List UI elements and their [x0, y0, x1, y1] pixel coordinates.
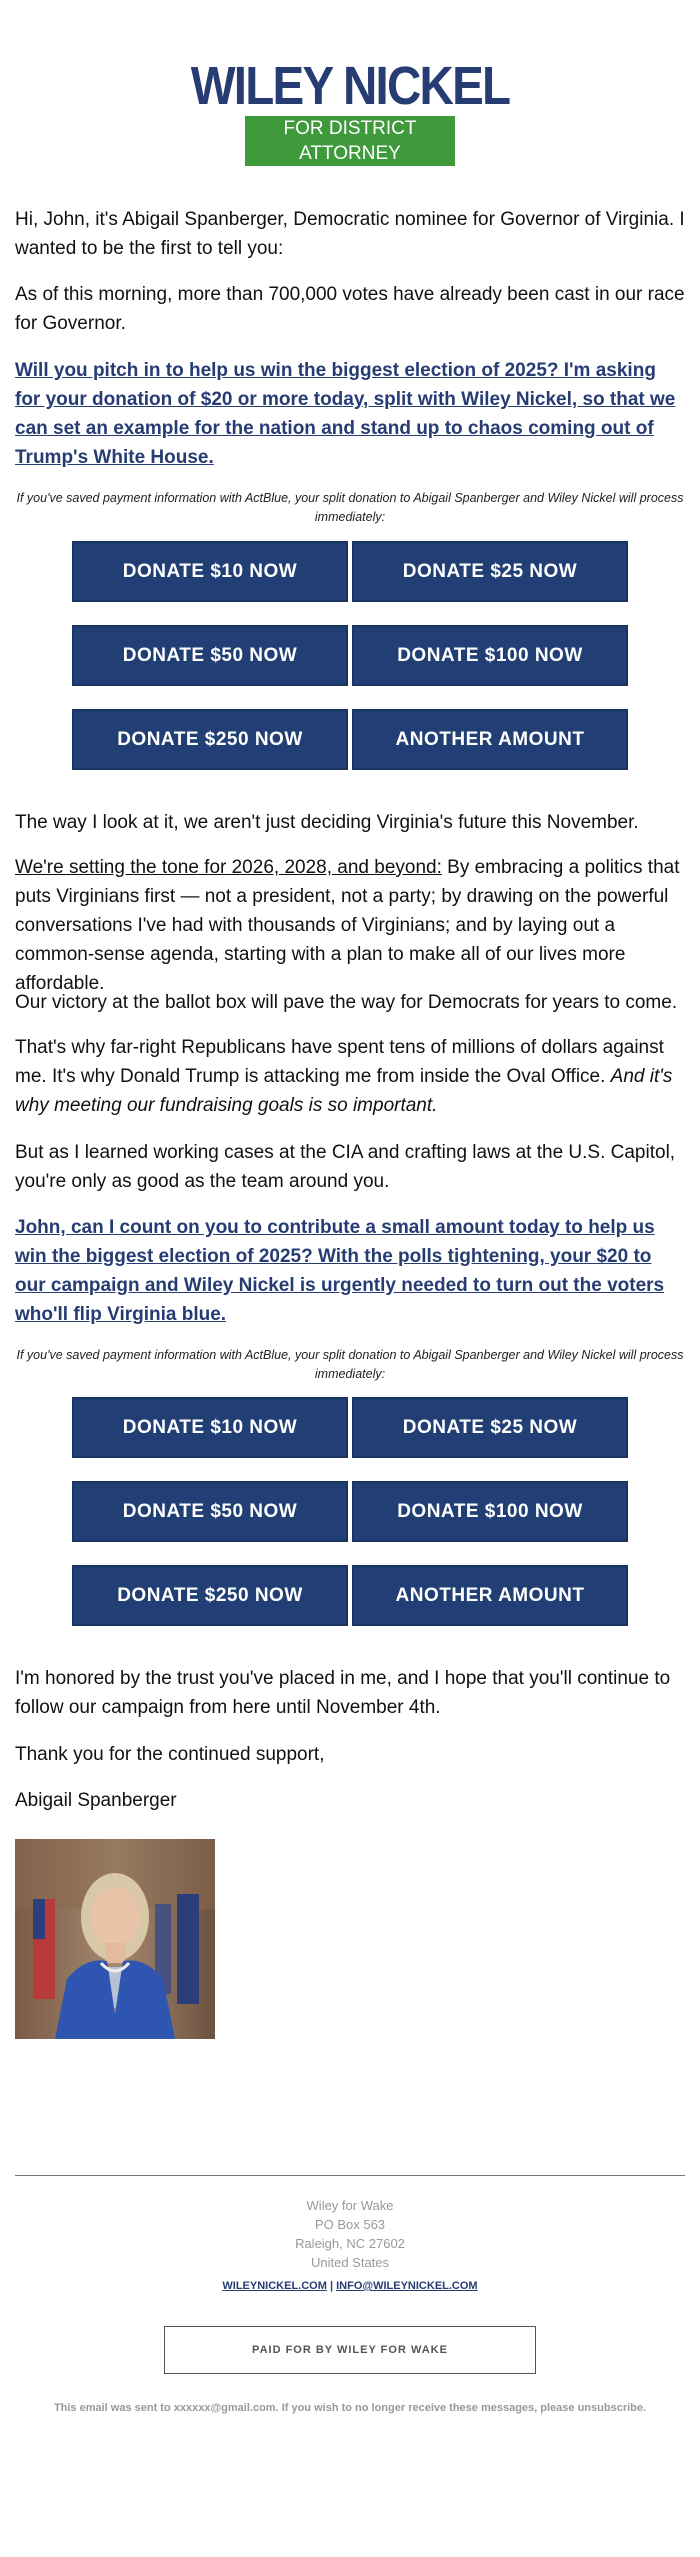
donate-50-button[interactable]: DONATE $50 NOW — [72, 625, 348, 686]
unsubscribe-note[interactable]: This email was sent to xxxxxx@gmail.com. If you wish to no longer receive these messages, please unsubscribe. — [53, 2402, 647, 2414]
tone-underlined-text: We're setting the tone for 2026, 2028, and beyond: — [15, 857, 442, 878]
middle-paragraph-1: The way I look at it, we aren't just deciding Virginia's future this November. — [15, 812, 639, 833]
middle-paragraph-4 — [15, 1033, 685, 1120]
campaign-logo — [0, 56, 700, 166]
donation-ask-link-2[interactable]: John, can I count on you to contribute a small amount today to help us win the biggest election of 2025? With the polls tightening, your $20 to our campaign and Wiley Nickel is urgently needed to turn out the voters who'll flip Virginia blue. — [15, 1217, 665, 1325]
donate-250-button[interactable]: DONATE $250 NOW — [72, 709, 348, 770]
email-link[interactable]: INFO@WILEYNICKEL.COM — [336, 2280, 478, 2292]
donate-10-button[interactable]: DONATE $10 NOW — [72, 1397, 348, 1458]
closing-paragraph-2: Thank you for the continued support, — [15, 1744, 325, 1765]
actblue-note-1: If you've saved payment information with ActBlue, your split donation to Abigail Spanberger and Wiley Nickel will process immediately: — [16, 491, 684, 524]
footer-links — [0, 2280, 700, 2292]
footer-org: Wiley for Wake — [306, 2198, 394, 2213]
footer-po-box: PO Box 563 — [314, 2217, 386, 2232]
footer-city: Raleigh, NC 27602 — [295, 2236, 405, 2251]
tone-rest-text: By embracing a politics that puts Virginians first — not a president, not a party; by drawing on the powerful conversations I've had with thousands of Virginians; and by laying out a common-sense agenda, starting with a plan to make all of our lives more affordable. — [15, 857, 680, 994]
middle-paragraph-2 — [15, 853, 685, 998]
candidate-portrait — [15, 1839, 215, 2039]
paid-for-box: PAID FOR BY WILEY FOR WAKE — [164, 2326, 536, 2374]
another-amount-button[interactable]: ANOTHER AMOUNT — [352, 1565, 628, 1626]
donate-250-button[interactable]: DONATE $250 NOW — [72, 1565, 348, 1626]
another-amount-button[interactable]: ANOTHER AMOUNT — [352, 709, 628, 770]
signature-name: Abigail Spanberger — [15, 1790, 177, 1811]
fundraising-goals-italic: And it's why meeting our fundraising goals is so important. — [15, 1066, 673, 1116]
footer-country: United States — [310, 2255, 390, 2270]
donation-ask-link-1[interactable]: Will you pitch in to help us win the biggest election of 2025? I'm asking for your donation of $20 or more today, split with Wiley Nickel, so that we can set an example for the nation and stand up to chaos coming out of Trump's White House. — [15, 360, 676, 468]
logo-title: WILEY NICKEL — [190, 56, 510, 116]
logo-subtitle: FOR DISTRICT ATTORNEY — [245, 116, 455, 166]
intro-paragraph-1: Hi, John, it's Abigail Spanberger, Democratic nominee for Governor of Virginia. I wanted to be the first to tell you: — [15, 209, 685, 259]
website-link[interactable]: WILEYNICKEL.COM — [222, 2280, 327, 2292]
donate-25-button[interactable]: DONATE $25 NOW — [352, 541, 628, 602]
donate-10-button[interactable]: DONATE $10 NOW — [72, 541, 348, 602]
intro-paragraph-2: As of this morning, more than 700,000 votes have already been cast in our race for Governor. — [15, 284, 685, 334]
republicans-text: That's why far-right Republicans have spent tens of millions of dollars against me. It's why Donald Trump is attacking me from inside the Oval Office. — [15, 1037, 664, 1087]
closing-paragraph-1: I'm honored by the trust you've placed in me, and I hope that you'll continue to follow our campaign from here until November 4th. — [15, 1668, 671, 1718]
donate-25-button[interactable]: DONATE $25 NOW — [352, 1397, 628, 1458]
footer-divider — [15, 2175, 685, 2176]
donate-50-button[interactable]: DONATE $50 NOW — [72, 1481, 348, 1542]
middle-paragraph-3: Our victory at the ballot box will pave the way for Democrats for years to come. — [15, 992, 678, 1013]
link-separator: | — [326, 2280, 337, 2292]
donate-100-button[interactable]: DONATE $100 NOW — [352, 1481, 628, 1542]
portrait-image — [15, 1839, 215, 2039]
middle-paragraph-5: But as I learned working cases at the CIA and crafting laws at the U.S. Capitol, you're only as good as the team around you. — [15, 1142, 676, 1192]
actblue-note-2: If you've saved payment information with ActBlue, your split donation to Abigail Spanberger and Wiley Nickel will process immediately: — [16, 1348, 684, 1381]
donate-100-button[interactable]: DONATE $100 NOW — [352, 625, 628, 686]
